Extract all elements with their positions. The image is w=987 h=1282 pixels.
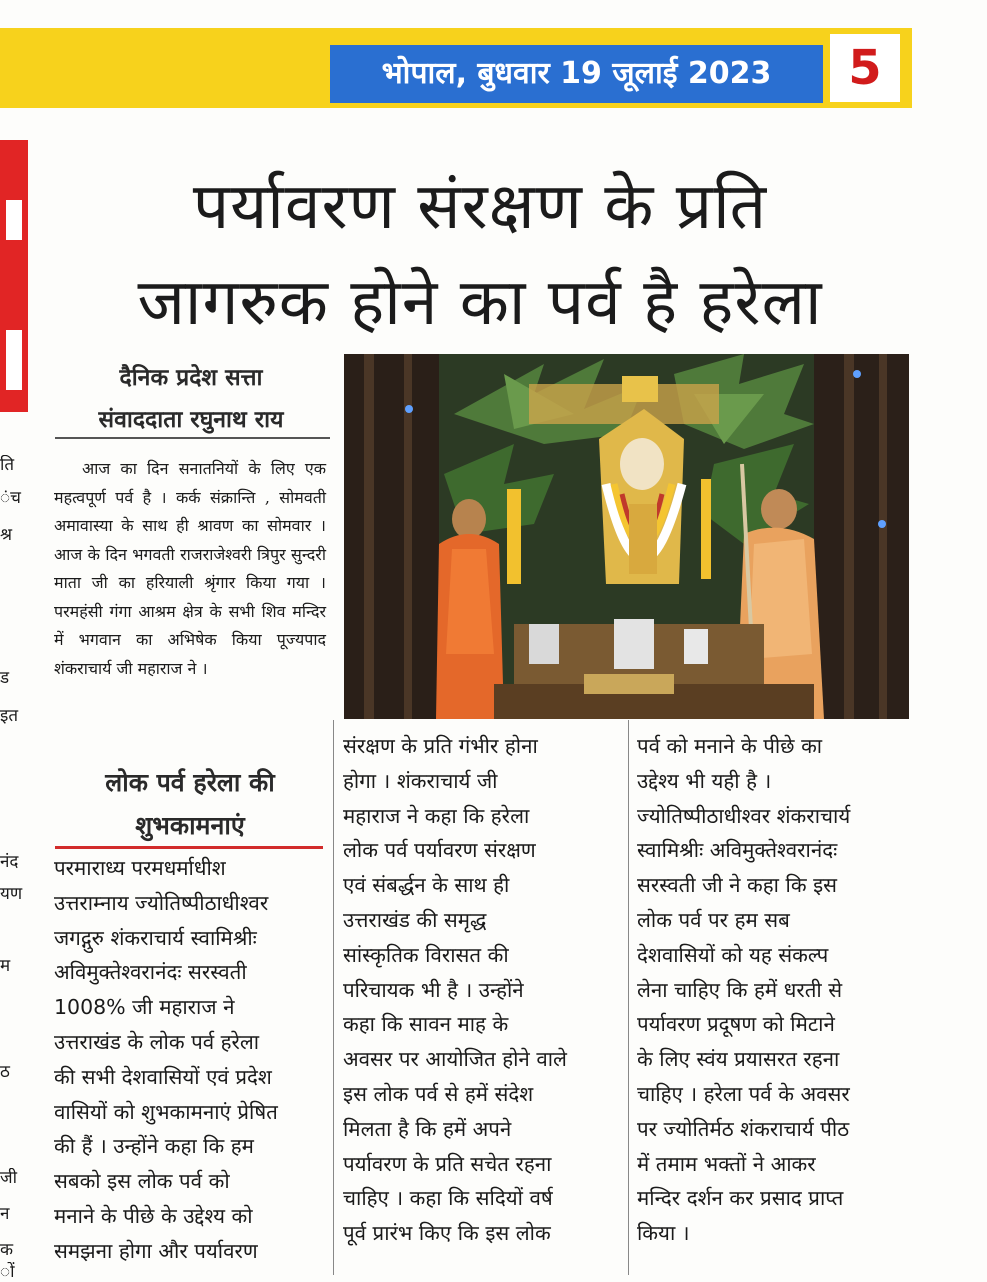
adjacent-fragment: ठ	[0, 1062, 10, 1082]
body-column-2	[343, 729, 626, 1251]
body-line: में तमाम भक्तों ने आकर	[637, 1151, 816, 1176]
body-line: के लिए स्वंय प्रयासरत रहना	[637, 1047, 840, 1072]
body-line: वासियों को शुभकामनाएं प्रेषित	[54, 1099, 278, 1124]
body-line: लेना चाहिए कि हमें धरती से	[637, 977, 843, 1002]
body-line: उद्देश्य भी यही है ।	[637, 768, 772, 793]
byline-reporter: संवाददाता रघुनाथ राय	[98, 407, 284, 433]
headline-line-1: पर्यावरण संरक्षण के प्रति	[192, 170, 768, 244]
body-line: मनाने के पीछे के उद्देश्य को	[54, 1203, 253, 1228]
body-line: चाहिए । कहा कि सदियों वर्ष	[343, 1186, 553, 1211]
body-line: किया ।	[637, 1221, 690, 1246]
body-line: उत्तराखंड की समृद्ध	[343, 907, 487, 932]
body-line: ज्योतिष्पीठाधीश्वर शंकराचार्य	[637, 803, 851, 828]
body-line: की सभी देशवासियों एवं प्रदेश	[54, 1064, 272, 1089]
body-line: लोक पर्व पर हम सब	[637, 907, 790, 932]
adjacent-fragment: ड	[0, 668, 10, 688]
body-line: सबको इस लोक पर्व को	[54, 1169, 230, 1194]
body-line: समझना होगा और पर्यावरण	[54, 1238, 258, 1263]
body-line: पर्यावरण के प्रति सचेत रहना	[343, 1151, 552, 1176]
body-line: उत्तराखंड के लोक पर्व हरेला	[54, 1029, 260, 1054]
body-line: लोक पर्व पर्यावरण संरक्षण	[343, 838, 536, 863]
body-line: इस लोक पर्व से हमें संदेश	[343, 1081, 534, 1106]
byline-underline	[55, 437, 330, 439]
adjacent-fragment: जी	[0, 1168, 18, 1188]
page-number: 5	[830, 34, 900, 102]
body-line: पर्व को मनाने के पीछे का	[637, 734, 823, 758]
body-line: एवं संबर्द्धन के साथ ही	[343, 873, 510, 898]
dateline: भोपाल, बुधवार 19 जूलाई 2023	[330, 45, 823, 103]
adjacent-fragment: क	[0, 1240, 14, 1260]
right-door-frame	[814, 354, 909, 719]
body-line: संरक्षण के प्रति गंभीर होना	[343, 734, 538, 758]
body-line: सरस्वती जी ने कहा कि इस	[637, 873, 838, 898]
adjacent-fragment: ति	[0, 455, 15, 475]
body-line: उत्तराम्नाय ज्योतिष्पीठाधीश्वर	[54, 890, 269, 915]
body-column-1	[54, 851, 326, 1269]
adjacent-fragment: म	[0, 956, 11, 976]
adjacent-fragment: ंच	[0, 488, 21, 508]
body-line: पूर्व प्रारंभ किए कि इस लोक	[343, 1221, 551, 1246]
body-line: देशवासियों को यह संकल्प	[637, 942, 829, 967]
body-line: स्वामिश्रीः अविमुक्तेश्वरानंदः	[637, 838, 838, 863]
subhead-line-1: लोक पर्व हरेला की	[105, 768, 275, 797]
body-line: होगा । शंकराचार्य जी	[343, 768, 498, 793]
byline-publication: दैनिक प्रदेश सत्ता	[119, 365, 263, 391]
body-line: महाराज ने कहा कि हरेला	[343, 803, 530, 828]
red-strip-gap	[6, 200, 22, 240]
adjacent-fragment: इत	[0, 706, 19, 726]
body-line: 1008% जी महाराज ने	[54, 995, 235, 1020]
body-line: पर्यावरण प्रदूषण को मिटाने	[637, 1012, 835, 1037]
adjacent-fragment: नंद	[0, 852, 19, 872]
adjacent-fragment: ों	[0, 1262, 15, 1282]
body-line: चाहिए । हरेला पर्व के अवसर	[637, 1081, 850, 1106]
body-line: सांस्कृतिक विरासत की	[343, 942, 509, 967]
adjacent-fragment: न	[0, 1204, 10, 1224]
body-line: पर ज्योतिर्मठ शंकराचार्य पीठ	[637, 1116, 850, 1141]
red-strip-gap	[6, 330, 22, 390]
left-door-frame	[344, 354, 439, 719]
body-column-3	[637, 729, 912, 1251]
body-line: मिलता है कि हमें अपने	[343, 1116, 512, 1141]
body-line: परिचायक भी है । उन्होंने	[343, 977, 524, 1002]
body-line: की हैं । उन्होंने कहा कि हम	[54, 1134, 254, 1159]
subhead-line-2: शुभकामनाएं	[135, 811, 245, 840]
body-line: कहा कि सावन माह के	[343, 1012, 509, 1037]
body-line: परमाराध्य परमधर्माधीश	[54, 856, 226, 880]
headline-line-2: जागरुक होने का पर्व है हरेला	[137, 266, 823, 340]
body-line: अवसर पर आयोजित होने वाले	[343, 1047, 567, 1072]
body-line: जगद्गुरु शंकराचार्य स्वामिश्रीः	[54, 925, 257, 950]
adjacent-fragment: यण	[0, 884, 23, 904]
adjacent-fragment: श्र	[0, 525, 13, 545]
body-line: अविमुक्तेश्वरानंदः सरस्वती	[54, 960, 247, 985]
subhead-rule	[55, 846, 323, 849]
temple-photo	[344, 354, 909, 719]
body-line: मन्दिर दर्शन कर प्रसाद प्राप्त	[637, 1186, 844, 1211]
column-divider	[333, 720, 334, 1275]
intro-paragraph: आज का दिन सनातनियों के लिए एक महत्वपूर्ण पर्व है । कर्क संक्रान्ति , सोमवती अमावास्या के साथ ही श्रावण का सोमवार । आज के दिन भगवती राजराजेश्वरी त्रिपुर सुन्दरी माता जी का हरियाली श्रृंगार किया गया । परमहंसी गंगा आश्रम क्षेत्र के सभी शिव मन्दिर में भगवान का अभिषेक किया पूज्यपाद शंकराचार्य जी महाराज ने ।	[54, 459, 326, 678]
column-divider	[628, 720, 629, 1275]
